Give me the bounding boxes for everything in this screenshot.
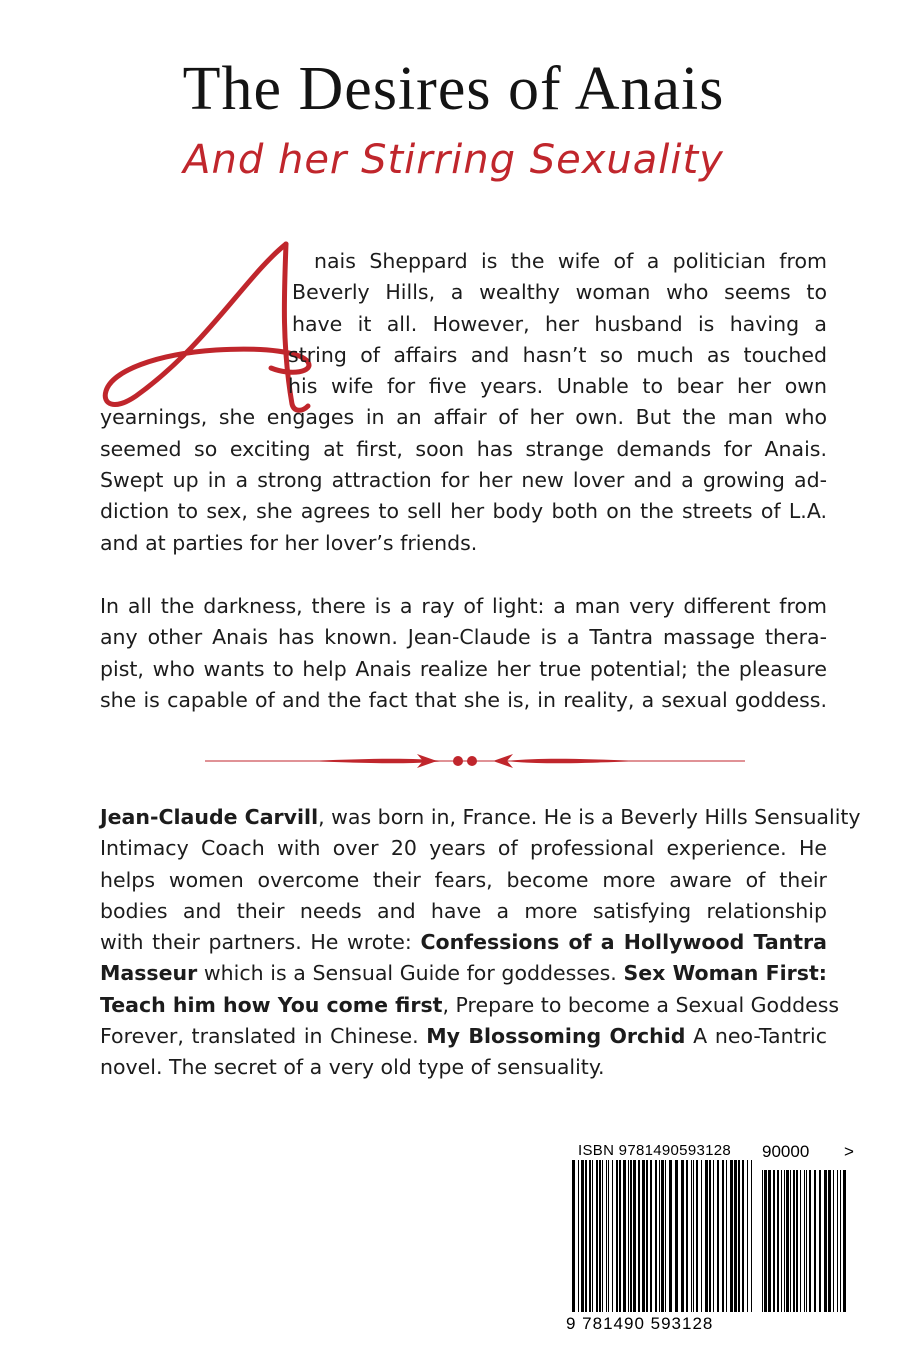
- isbn-barcode: [566, 1138, 867, 1338]
- barcode-bar: [738, 1160, 740, 1312]
- barcode-bar: [806, 1170, 807, 1312]
- addon-arrow: >: [844, 1142, 854, 1161]
- isbn-digits: 9 781490 593128: [566, 1314, 714, 1333]
- barcode-bar: [623, 1160, 626, 1312]
- barcode-bar: [701, 1160, 702, 1312]
- book-subtitle: And her Stirring Sexuality: [183, 137, 724, 183]
- blurb-line: In all the darkness, there is a ray of light: a man very different from: [100, 594, 827, 618]
- barcode-bar: [661, 1160, 664, 1312]
- bio-line: [100, 990, 840, 1021]
- barcode-bar: [800, 1170, 801, 1312]
- barcode-bar: [665, 1160, 666, 1312]
- barcode-bar: [762, 1170, 763, 1312]
- barcode-bar: [726, 1160, 727, 1312]
- blurb-line: pist, who wants to help Anais realize her true potential; the pleasure: [100, 656, 827, 681]
- book-title-1: Confessions of a Hollywood Tantra: [420, 930, 827, 955]
- barcode-bar: [630, 1160, 632, 1312]
- bio-text: Forever, translated in Chinese.: [100, 1024, 427, 1049]
- barcode-bar: [681, 1160, 684, 1312]
- barcode-bar: [793, 1170, 795, 1312]
- barcode-bar: [786, 1170, 789, 1312]
- bio-text: which is a Sensual Guide for goddesses.: [197, 961, 624, 986]
- barcode-bar: [773, 1170, 775, 1312]
- author-bio: [100, 802, 861, 1084]
- barcode-bar: [628, 1160, 629, 1312]
- bio-text: with their partners. He wrote:: [100, 930, 421, 955]
- blurb-line: seemed so exciting at first, soon has strange demands for Anais.: [100, 436, 827, 461]
- barcode-bar: [764, 1170, 767, 1312]
- barcode-bar: [824, 1170, 827, 1312]
- bio-text: , Prepare to become a Sexual Goddess: [442, 992, 840, 1017]
- barcode-bar: [691, 1160, 692, 1312]
- bio-line: bodies and their needs and have a more satisfying relationship: [100, 898, 827, 923]
- barcode-bar: [809, 1170, 811, 1312]
- barcode-bar: [696, 1160, 698, 1312]
- barcode-bar: [777, 1170, 779, 1312]
- blurb-line: Swept up in a strong attraction for her new lover and a growing ad-: [100, 468, 827, 493]
- barcode-bar: [751, 1160, 752, 1312]
- blurb-line: nais Sheppard is the wife of a politician from: [314, 249, 827, 273]
- blurb-line: any other Anais has known. Jean-Claude is a Tantra massage thera-: [100, 625, 827, 650]
- bio-line: helps women overcome their fears, become more aware of their: [100, 867, 827, 892]
- barcode-bar: [659, 1160, 660, 1312]
- barcode-bar: [599, 1160, 601, 1312]
- barcode-bar: [742, 1160, 744, 1312]
- barcode-bar: [612, 1160, 613, 1312]
- barcode-bar: [781, 1170, 782, 1312]
- barcode-bar: [596, 1160, 598, 1312]
- barcode-bar: [608, 1160, 609, 1312]
- barcode-bar: [585, 1160, 587, 1312]
- barcode-bar: [669, 1160, 672, 1312]
- barcode-bar: [730, 1160, 733, 1312]
- blurb-line: string of affairs and hasn’t so much as touched: [288, 342, 827, 367]
- addon-barcode-bars: [762, 1170, 846, 1312]
- barcode-bar: [638, 1160, 640, 1312]
- book-title: The Desires of Anais: [182, 55, 725, 123]
- barcode-bar: [633, 1160, 636, 1312]
- barcode-bar: [655, 1160, 657, 1312]
- bio-line: Intimacy Coach with over 20 years of professional experience. He: [100, 836, 827, 861]
- blurb-paragraph-2: [100, 591, 827, 716]
- barcode-bar: [768, 1170, 771, 1312]
- barcode-bar: [804, 1170, 805, 1312]
- bio-text: A neo-Tantric: [685, 1024, 827, 1049]
- book-title-1-cont: Masseur: [100, 961, 198, 986]
- bio-line: [100, 958, 827, 989]
- barcode-bar: [796, 1170, 798, 1312]
- blurb-paragraph-1: [100, 246, 827, 559]
- barcode-bar: [709, 1160, 711, 1312]
- barcode-bar: [734, 1160, 737, 1312]
- barcode-bar: [675, 1160, 678, 1312]
- barcode-bar: [837, 1170, 838, 1312]
- bio-line: [100, 1021, 827, 1052]
- barcode-bars: [572, 1160, 752, 1312]
- book-title-2-cont: Teach him how You come first: [100, 992, 443, 1017]
- barcode-bar: [784, 1170, 785, 1312]
- barcode-bar: [814, 1170, 816, 1312]
- barcode-bar: [686, 1160, 688, 1312]
- bio-line: [100, 802, 861, 833]
- barcode-bar: [572, 1160, 575, 1312]
- barcode-bar: [650, 1160, 652, 1312]
- price-addon-label: 90000: [762, 1142, 810, 1161]
- book-title-2: Sex Woman First:: [623, 961, 827, 986]
- barcode-bar: [722, 1160, 724, 1312]
- barcode-bar: [693, 1160, 694, 1312]
- blurb-line: Beverly Hills, a wealthy woman who seems to: [292, 280, 827, 305]
- bio-line: novel. The secret of a very old type of sensuality.: [100, 1055, 605, 1080]
- blurb-line: his wife for five years. Unable to bear her own: [288, 374, 827, 399]
- book-title-3: My Blossoming Orchid: [426, 1024, 686, 1049]
- barcode-bar: [828, 1170, 831, 1312]
- barcode-bar: [616, 1160, 618, 1312]
- barcode-bar: [819, 1170, 821, 1312]
- barcode-bar: [717, 1160, 719, 1312]
- barcode-bar: [642, 1160, 645, 1312]
- barcode-bar: [843, 1170, 846, 1312]
- barcode-bar: [790, 1170, 791, 1312]
- barcode-bar: [606, 1160, 607, 1312]
- barcode-bar: [747, 1160, 748, 1312]
- barcode-bar: [646, 1160, 648, 1312]
- bio-line: [100, 927, 827, 958]
- barcode-bar: [713, 1160, 714, 1312]
- bio-text: , was born in, France. He is a Beverly Hills Sensuality: [318, 805, 861, 829]
- barcode-bar: [705, 1160, 708, 1312]
- isbn-label: ISBN 9781490593128: [578, 1142, 732, 1159]
- barcode-bar: [602, 1160, 603, 1312]
- blurb-line: have it all. However, her husband is having a: [292, 311, 827, 336]
- blurb-line: and at parties for her lover’s friends.: [100, 530, 478, 555]
- blurb-line: yearnings, she engages in an affair of her own. But the man who: [100, 405, 827, 430]
- barcode-bar: [833, 1170, 834, 1312]
- ornamental-divider: [205, 748, 745, 774]
- blurb-line: diction to sex, she agrees to sell her body both on the streets of L.A.: [100, 499, 827, 524]
- author-name: Jean-Claude Carvill: [100, 805, 319, 829]
- barcode-bar: [589, 1160, 591, 1312]
- blurb-line: she is capable of and the fact that she is, in reality, a sexual goddess.: [100, 687, 827, 712]
- barcode-bar: [592, 1160, 593, 1312]
- barcode-bar: [840, 1170, 841, 1312]
- barcode-bar: [578, 1160, 579, 1312]
- barcode-bar: [619, 1160, 621, 1312]
- barcode-bar: [581, 1160, 584, 1312]
